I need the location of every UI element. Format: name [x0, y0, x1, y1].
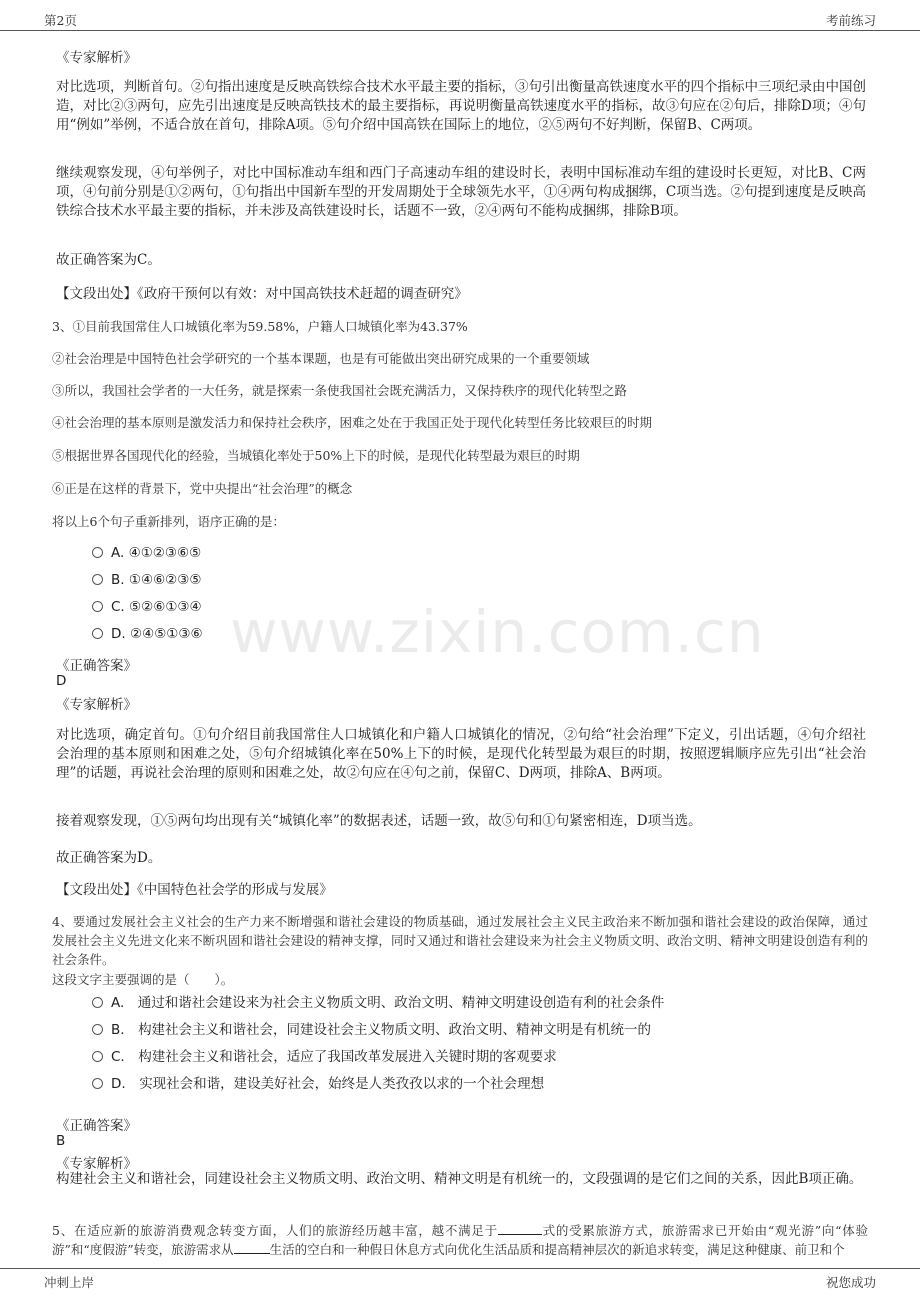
conclusion: 故正确答案为D。 [56, 850, 162, 866]
option-a[interactable]: A. 通过和谐社会建设来为社会主义物质文明、政治文明、精神文明建设创造有利的社会条件 [92, 991, 664, 1011]
expert-analysis-label: 《专家解析》 [56, 697, 137, 713]
question-sentence: ⑤根据世界各国现代化的经验，当城镇化率处于50%上下的时候，是现代化转型最为艰巨的时期 [52, 448, 580, 463]
question-prompt: 这段文字主要强调的是（ ）。 [52, 972, 234, 987]
radio-icon[interactable] [92, 1024, 103, 1035]
source-citation: 【文段出处】《政府干预何以有效：对中国高铁技术赶超的调查研究》 [56, 286, 468, 302]
header-label: 考前练习 [825, 13, 876, 28]
explanation-paragraph: 对比选项，判断首句。②句指出速度是反映高铁综合技术水平最主要的指标，③句引出衡量高铁速度水平的四个指标中三项纪录由中国创造，对比②③两句，应先引出速度是反映高铁技术的最主要指标，再说明衡量高铁速度水平的指标，故③句应在②句后，排除D项；④句用“例如”举例，不适合放在首句，排除A项。⑤句介绍中国高铁在国际上的地位，②⑤两句不好判断，保留B、C两项。 [56, 79, 866, 133]
question-sentence: ④社会治理的基本原则是激发活力和保持社会秩序，困难之处在于我国正处于现代化转型任务比较艰巨的时期 [52, 415, 653, 430]
footer-left: 冲刺上岸 [44, 1275, 95, 1290]
explanation-paragraph: 构建社会主义和谐社会，同建设社会主义物质文明、政治文明、精神文明是有机统一的，文段强调的是它们之间的关系，因此B项正确。 [56, 1171, 863, 1187]
radio-icon[interactable] [92, 1051, 103, 1062]
option-b[interactable]: B. 构建社会主义和谐社会，同建设社会主义物质文明、政治文明、精神文明是有机统一的 [92, 1018, 651, 1038]
footer-right: 祝您成功 [825, 1275, 876, 1290]
option-d[interactable]: D. 实现社会和谐，建设美好社会，始终是人类孜孜以求的一个社会理想 [92, 1072, 544, 1092]
radio-icon[interactable] [92, 997, 103, 1008]
option-a[interactable]: A. ④①②③⑥⑤ [92, 545, 201, 561]
explanation-paragraph: 接着观察发现，①⑤两句均出现有关“城镇化率”的数据表述，话题一致，故⑤句和①句紧密相连，D项当选。 [56, 813, 702, 829]
option-c[interactable]: C. 构建社会主义和谐社会，适应了我国改革发展进入关键时期的客观要求 [92, 1045, 557, 1065]
fill-blank [498, 1222, 542, 1235]
question-sentence: ③所以，我国社会学者的一大任务，就是探索一条使我国社会既充满活力，又保持秩序的现代化转型之路 [52, 383, 628, 398]
radio-icon[interactable] [92, 628, 103, 639]
question-stem: 4、要通过发展社会主义社会的生产力来不断增强和谐社会建设的物质基础，通过发展社会主义民主政治来不断加强和谐社会建设的政治保障，通过发展社会主义先进文化来不断巩固和谐社会建设的精神支撑，同时又通过和谐社会建设来为社会主义物质文明、政治文明、精神文明建设创造有利的社会条件。 [52, 914, 868, 967]
option-d[interactable]: D. ②④⑤①③⑥ [92, 626, 203, 642]
expert-analysis-label: 《专家解析》 [56, 1156, 137, 1172]
option-c[interactable]: C. ⑤②⑥①③④ [92, 599, 202, 615]
question-sentence: ⑥正是在这样的背景下，党中央提出“社会治理”的概念 [52, 481, 353, 496]
page-footer [0, 1268, 920, 1303]
page-header [0, 0, 920, 31]
correct-answer-label: 《正确答案》 [56, 658, 137, 674]
question-sentence: 3、①目前我国常住人口城镇化率为59.58%，户籍人口城镇化率为43.37% [52, 319, 468, 334]
explanation-paragraph: 继续观察发现，④句举例子，对比中国标准动车组和西门子高速动车组的建设时长，表明中国标准动车组的建设时长更短，对比B、C两项，④句前分别是①②两句，①句指出中国新车型的开发周期处于全球领先水平，①④两句构成捆绑，C项当选。②句提到速度是反映高铁综合技术水平最主要的指标，并未涉及高铁建设时长，话题不一致，②④两句不能构成捆绑，排除B项。 [56, 165, 866, 219]
page-number: 第2页 [44, 13, 77, 28]
correct-answer: B [56, 1133, 66, 1149]
correct-answer-label: 《正确答案》 [56, 1118, 137, 1134]
explanation-paragraph: 对比选项，确定首句。①句介绍目前我国常住人口城镇化和户籍人口城镇化的情况，②句给“社会治理”下定义，引出话题，④句介绍社会治理的基本原则和困难之处，⑤句介绍城镇化率在50%上下的时候，是现代化转型最为艰巨的时期，按照逻辑顺序应先引出“社会治理”的话题，再说社会治理的原则和困难之处，故②句应在④句之前，保留C、D两项，排除A、B两项。 [56, 727, 866, 781]
question-prompt: 将以上6个句子重新排列，语序正确的是： [52, 514, 285, 529]
question-stem: 5、在适应新的旅游消费观念转变方面，人们的旅游经历越丰富，越不满足于 式的受累旅游方式，旅游需求已开始由“观光游”向“体验游”和“度假游”转变，旅游需求从 生活的空白和一种假日休息方式向优化生活品质和提高精神层次的新追求转变，满足这种健康、前卫和个 [52, 1223, 868, 1257]
watermark: www.zixin.com.cn [230, 598, 765, 666]
option-b[interactable]: B. ①④⑥②③⑤ [92, 572, 201, 588]
expert-analysis-label: 《专家解析》 [56, 50, 137, 66]
radio-icon[interactable] [92, 1078, 103, 1089]
radio-icon[interactable] [92, 574, 103, 585]
conclusion: 故正确答案为C。 [56, 252, 161, 268]
source-citation: 【文段出处】《中国特色社会学的形成与发展》 [56, 882, 333, 898]
question-sentence: ②社会治理是中国特色社会学研究的一个基本课题，也是有可能做出突出研究成果的一个重要领域 [52, 351, 590, 366]
radio-icon[interactable] [92, 547, 103, 558]
fill-blank [234, 1241, 270, 1254]
radio-icon[interactable] [92, 601, 103, 612]
correct-answer: D [56, 673, 67, 689]
